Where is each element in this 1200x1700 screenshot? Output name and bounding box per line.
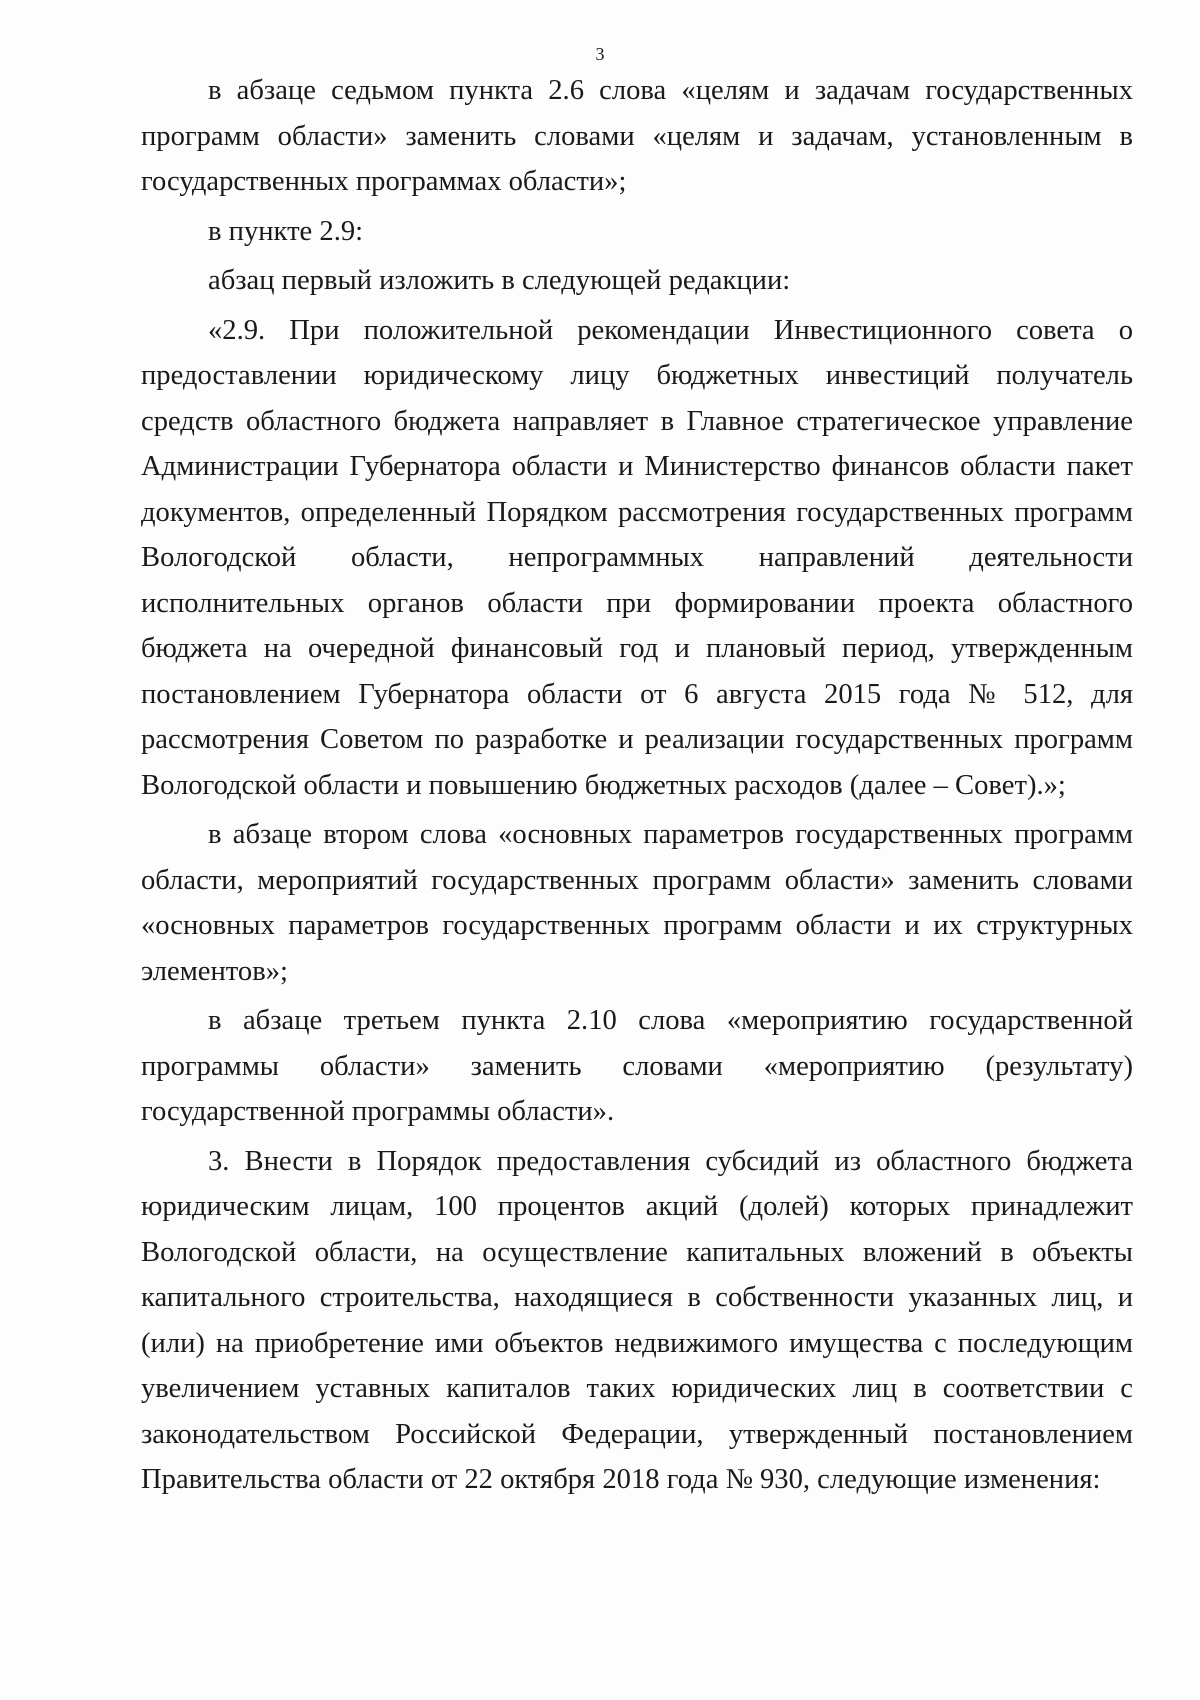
document-body	[141, 68, 1133, 1507]
page-number: 3	[595, 44, 605, 64]
paragraph-section-3: 3. Внести в Порядок предоставления субсидий из областного бюджета юридическим лицам, 100 процентов акций (долей) которых принадлежит Вологодской области, на осуществление капитальных вложений в объекты капитального строительства, находящиеся в собственности указанных лиц, и (или) на приобретение ими объектов недвижимого имущества с последующим увеличением уставных капиталов таких юридических лиц в соответствии с законодательством Российской Федерации, утвержденный постановлением Правительства области от 22 октября 2018 года № 930, следующие изменения:	[141, 1145, 1133, 1495]
paragraph-item-6-amendment: в абзаце седьмом пункта 2.6 слова «целям и задачам государственных программ области» заменить словами «целям и задачам, установленным в государственных программах области»;	[141, 75, 1133, 197]
paragraph-first-abzac-instruction: абзац первый изложить в следующей редакции:	[208, 265, 791, 296]
paragraph-item-2-9-new-text: «2.9. При положительной рекомендации Инвестиционного совета о предоставлении юридическому лицу бюджетных инвестиций получатель средств областного бюджета направляет в Главное стратегическое управление Администрации Губернатора области и Министерство финансов области пакет документов, определенный Порядком рассмотрения государственных программ Вологодской области, непрограммных направлений деятельности исполнительных органов области при формировании проекта областного бюджета на очередной финансовый год и плановый период, утвержденным постановлением Губернатора области от 6 августа 2015 года № 512, для рассмотрения Советом по разработке и реализации государственных программ Вологодской области и повышению бюджетных расходов (далее – Совет).»;	[141, 314, 1133, 801]
paragraph-item-2-10-amendment: в абзаце третьем пункта 2.10 слова «мероприятию государственной программы области» заменить словами «мероприятию (результату) государственной программы области».	[141, 1005, 1133, 1127]
paragraph-item-2-9-heading: в пункте 2.9:	[208, 215, 364, 247]
paragraph-second-abzac-amendment: в абзаце втором слова «основных параметров государственных программ области, мероприятий государственных программ области» заменить словами «основных параметров государственных программ области и их структурных элементов»;	[141, 819, 1133, 987]
